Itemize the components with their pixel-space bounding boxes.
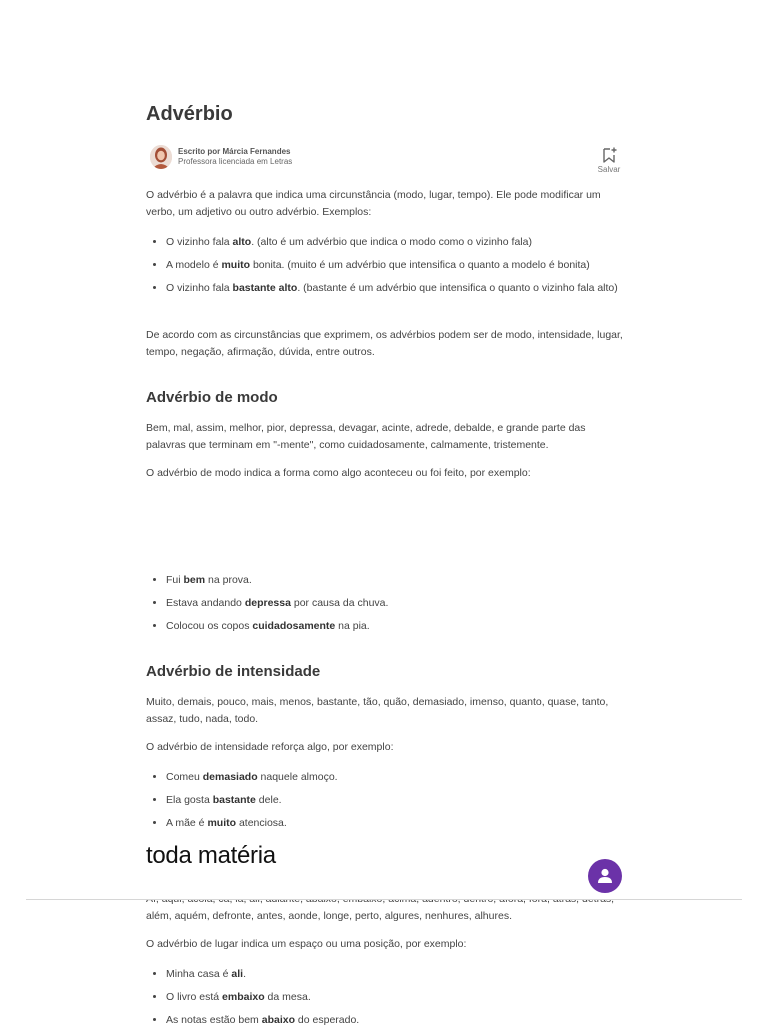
save-button[interactable] — [592, 144, 626, 178]
summary-paragraph — [146, 327, 626, 361]
author-name: Escrito por Márcia Fernandes — [178, 147, 291, 156]
bookmark-plus-icon — [600, 146, 618, 164]
intensidade-list-paragraph — [146, 694, 626, 728]
sticky-footer-bar — [0, 836, 768, 900]
save-label: Salvar — [597, 165, 621, 174]
lugar-explain-text: O advérbio de lugar indica um espaço ou uma posição, por exemplo: — [146, 938, 467, 950]
modo-explain-text: O advérbio de modo indica a forma como algo aconteceu ou foi feito, por exemplo: — [146, 467, 531, 479]
heading-modo: Advérbio de modo — [146, 389, 278, 406]
user-icon — [595, 866, 615, 886]
lugar-list-text: além, aquém, defronte, antes, aonde, longe, perto, algures, nenhures, alhures. — [146, 910, 512, 922]
modo-examples — [146, 572, 626, 641]
section-modo-heading — [146, 389, 626, 406]
user-account-button[interactable] — [588, 859, 622, 893]
author-avatar — [150, 145, 172, 169]
site-logo[interactable]: toda matéria — [146, 842, 276, 869]
list-item: • O vizinho fala alto. (alto é um advérbio que indica o modo como o vizinho fala) — [166, 234, 626, 251]
list-item: • Fui bem na prova. — [166, 572, 626, 589]
lugar-explain-paragraph — [146, 936, 626, 953]
intensidade-list-text: Muito, demais, pouco, mais, menos, bastante, tão, quão, demasiado, imenso, quanto, quase, tanto, assaz, tudo, nada, todo. — [146, 696, 609, 725]
intro-list — [146, 234, 626, 303]
list-item: • O livro está embaixo da mesa. — [166, 989, 626, 1006]
list-item: • Ela gosta bastante dele. — [166, 792, 626, 809]
summary-text: De acordo com as circunstâncias que exprimem, os advérbios podem ser de modo, intensidade, lugar, tempo, negação, afirmação, dúvida, entre outros. — [146, 329, 623, 358]
list-item: • Colocou os copos cuidadosamente na pia. — [166, 618, 626, 635]
intensidade-explain-text: O advérbio de intensidade reforça algo, por exemplo: — [146, 741, 394, 753]
intro-paragraph — [146, 187, 626, 221]
modo-list-paragraph — [146, 420, 626, 454]
lugar-examples — [146, 966, 626, 1035]
list-item: • Minha casa é ali. — [166, 966, 626, 983]
intro-text: O advérbio é a palavra que indica uma circunstância (modo, lugar, tempo). Ele pode modificar um verbo, um adjetivo ou outro advérbio. Exemplos: — [146, 189, 601, 218]
list-item: • As notas estão bem abaixo do esperado. — [166, 1012, 626, 1029]
list-item: • Estava andando depressa por causa da chuva. — [166, 595, 626, 612]
list-item: • A modelo é muito bonita. (muito é um advérbio que intensifica o quanto a modelo é bonita) — [166, 257, 626, 274]
intensidade-examples — [146, 769, 626, 838]
heading-intensidade: Advérbio de intensidade — [146, 663, 321, 680]
intensidade-explain-paragraph — [146, 739, 626, 756]
section-intensidade-heading — [146, 663, 626, 680]
list-item: • A mãe é muito atenciosa. — [166, 815, 626, 832]
author-role: Professora licenciada em Letras — [178, 157, 293, 166]
list-item: • Comeu demasiado naquele almoço. — [166, 769, 626, 786]
list-item: • O vizinho fala bastante alto. (bastante é um advérbio que intensifica o quanto o vizinho fala alto) — [166, 280, 626, 297]
footer-divider — [26, 899, 742, 900]
author-info — [146, 144, 626, 176]
modo-explain-paragraph — [146, 465, 626, 482]
article-title: Advérbio — [146, 103, 233, 125]
modo-list-text: Bem, mal, assim, melhor, pior, depressa, devagar, acinte, adrede, debalde, e grande parte das palavras que terminam em "-mente", como cuidadosamente, calmamente, tristemente. — [146, 422, 586, 451]
